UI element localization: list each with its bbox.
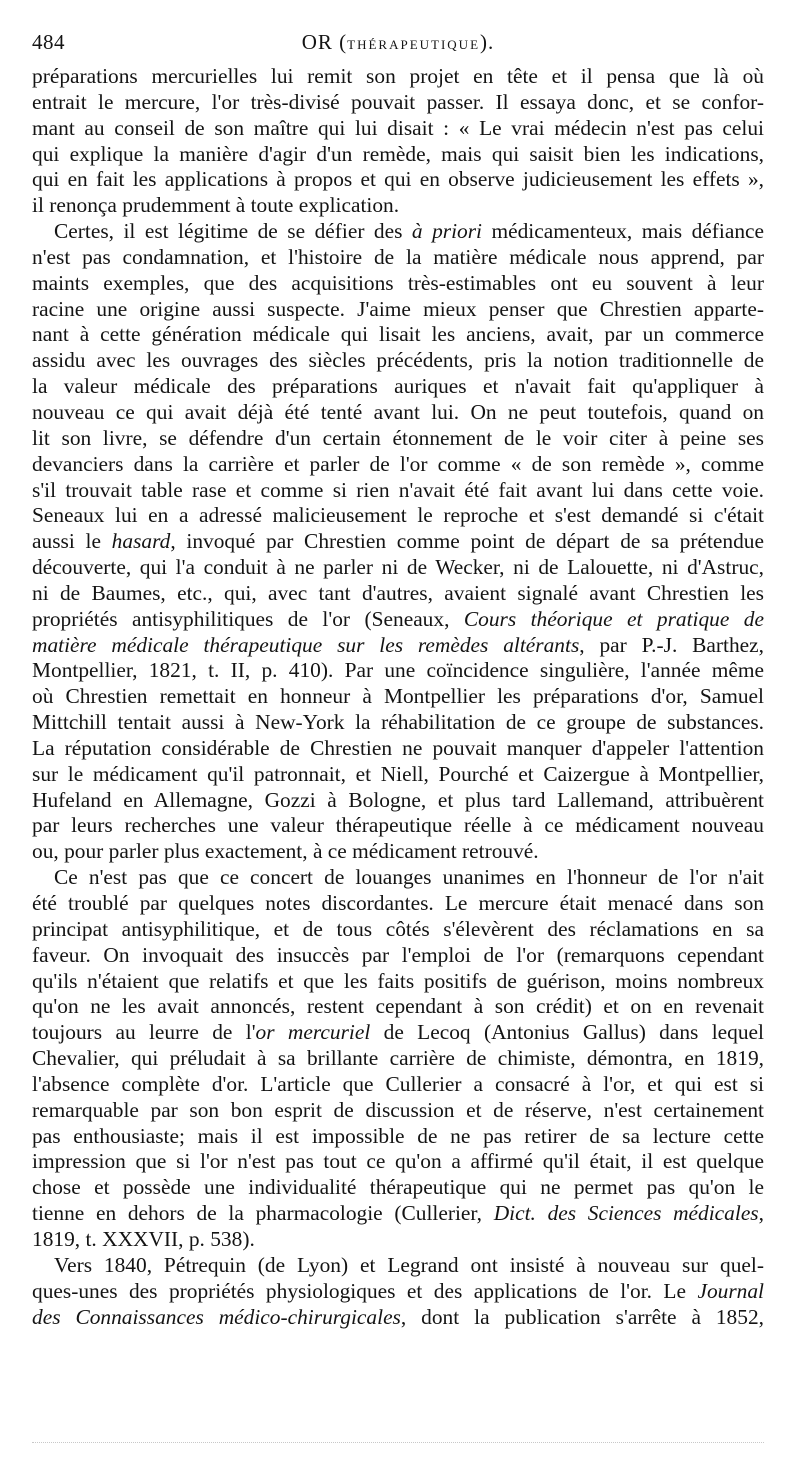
text-line: chose et possède une individualité thérapeutique qui ne permet pas qu'on le xyxy=(32,1175,764,1200)
text-line: faveur. On invoquait des insuccès par l'emploi de l'or (remarquons cependant xyxy=(32,942,764,967)
text-line: tienne en dehors de la pharmacologie (Cullerier, Dict. des Sciences médicales, xyxy=(32,1201,764,1226)
text-line: par leurs recherches une valeur thérapeutique réelle à ce médicament nouveau xyxy=(32,813,764,838)
bottom-rule xyxy=(32,1442,764,1443)
text-line: il renonça prudemment à toute explication. xyxy=(32,193,400,218)
text-line: matière médicale thérapeutique sur les remèdes altérants, par P.-J. Barthez, xyxy=(32,632,765,657)
text-line: propriétés antisyphilitiques de l'or (Seneaux, Cours théorique et pratique de xyxy=(32,606,764,631)
text-line: s'il trouvait table rase et comme si rien n'avait été fait avant lui dans cette voie. xyxy=(32,477,764,502)
text-line: assidu avec les ouvrages des siècles précédents, pris la notion traditionnelle de xyxy=(32,348,764,373)
text-line: sur le médicament qu'il patronnait, et Niell, Pourché et Caizergue à Montpellier, xyxy=(32,761,764,786)
text-line: où Chrestien remettait en honneur à Montpellier les préparations d'or, Samuel xyxy=(32,684,764,709)
text-line: 1819, t. XXXVII, p. 538). xyxy=(32,1226,255,1251)
text-line: ou, pour parler plus exactement, à ce médicament retrouvé. xyxy=(32,839,539,864)
text-line: l'absence complète d'or. L'article que Cullerier a consacré à l'or, et qui est si xyxy=(32,1071,764,1096)
text-line: impression que si l'or n'est pas tout ce qu'on a affirmé qu'il était, il est quelque xyxy=(32,1149,764,1174)
text-line: Ce n'est pas que ce concert de louanges unanimes en l'honneur de l'or n'ait xyxy=(54,865,764,890)
text-line: lit son livre, se défendre d'un certain étonnement de le voir citer à peine ses xyxy=(32,425,764,450)
text-line: été troublé par quelques notes discordantes. Le mercure était menacé dans son xyxy=(32,891,764,915)
text-line: Montpellier, 1821, t. II, p. 410). Par une coïncidence singulière, l'année même xyxy=(32,658,764,683)
paragraph xyxy=(32,865,764,1253)
running-title xyxy=(32,30,764,55)
text-line: Chevalier, qui préludait à sa brillante carrière de chimiste, démontra, en 1819, xyxy=(32,1046,764,1071)
running-head xyxy=(32,30,764,60)
text-line: devanciers dans la carrière et parler de l'or comme « de son remède », comme xyxy=(32,451,764,476)
text-line: entrait le mercure, l'or très-divisé pouvait passer. Il essaya donc, et se confor- xyxy=(32,89,764,114)
paragraph xyxy=(32,1253,764,1331)
text-line: principat antisyphilitique, et de tous côtés s'élevèrent des réclamations en sa xyxy=(32,916,764,941)
book-page xyxy=(32,30,764,1330)
paragraph xyxy=(32,64,764,219)
text-line: Vers 1840, Pétrequin (de Lyon) et Legrand ont insisté à nouveau sur quel- xyxy=(54,1252,764,1277)
text-line: qu'ils n'étaient que relatifs et que les faits positifs de guérison, moins nombreux xyxy=(32,968,764,993)
page-number: 484 xyxy=(32,30,65,54)
text-line: Seneaux lui en a adressé malicieusement le reproche et s'est demandé si c'était xyxy=(32,503,764,528)
text-line: Hufeland en Allemagne, Gozzi à Bologne, et plus tard Lallemand, attribuèrent xyxy=(32,787,764,812)
text-line: La réputation considérable de Chrestien ne pouvait manquer d'appeler l'attention xyxy=(32,735,764,760)
text-line: ques-unes des propriétés physiologiques et des applications de l'or. Le Journal xyxy=(32,1278,764,1303)
text-line: qui explique la manière d'agir d'un remède, mais qui saisit bien les indications, xyxy=(32,141,764,166)
body-text xyxy=(32,64,764,1330)
text-line: qui en fait les applications à propos et qui en observe judicieusement les effets », xyxy=(32,167,764,192)
text-line: mant au conseil de son maître qui lui disait : « Le vrai médecin n'est pas celui xyxy=(32,115,764,140)
text-line: racine une origine aussi suspecte. J'aime mieux penser que Chrestien apparte- xyxy=(32,296,764,321)
text-line: remarquable par son bon esprit de discussion et de réserve, n'est certainement xyxy=(32,1097,764,1122)
text-line: toujours au leurre de l'or mercuriel de Lecoq (Antonius Gallus) dans lequel xyxy=(32,1020,764,1045)
text-line: découverte, qui l'a conduit à ne parler ni de Wecker, ni de Lalouette, ni d'Astruc, xyxy=(32,555,764,580)
running-title-end: ). xyxy=(480,30,495,54)
text-line: n'est pas condamnation, et l'histoire de la matière médicale nous apprend, par xyxy=(32,244,764,269)
text-line: qu'on ne les avait annoncés, restent cependant à son crédit) et on en revenait xyxy=(32,994,764,1019)
text-line: ni de Baumes, etc., qui, avec tant d'autres, avaient signalé avant Chrestien les xyxy=(32,580,764,605)
text-line: aussi le hasard, invoqué par Chrestien comme point de départ de sa prétendue xyxy=(32,529,764,554)
text-line: la valeur médicale des préparations auriques et n'avait fait qu'appliquer à xyxy=(32,374,764,399)
text-line: pas enthousiaste; mais il est impossible de ne pas retirer de sa lecture cette xyxy=(32,1123,764,1148)
text-line: maints exemples, que des acquisitions très-estimables ont eu souvent à leur xyxy=(32,270,764,295)
text-line: des Connaissances médico-chirurgicales, dont la publication s'arrête à 1852, xyxy=(32,1304,764,1329)
running-title-main: OR ( xyxy=(301,30,348,54)
text-line: nouveau ce qui avait déjà été tenté avant lui. On ne peut toutefois, quand on xyxy=(32,399,764,424)
text-line: Certes, il est légitime de se défier des à priori médicamenteux, mais défiance xyxy=(54,219,765,244)
running-title-smallcaps: THÉRAPEUTIQUE xyxy=(347,37,481,52)
paragraph xyxy=(32,219,764,865)
text-line: Mittchill tentait aussi à New-York la réhabilitation de ce groupe de substances. xyxy=(32,710,764,735)
text-line: préparations mercurielles lui remit son projet en tête et il pensa que là où xyxy=(32,64,764,88)
text-line: nant à cette génération médicale qui lisait les anciens, avait, par un commerce xyxy=(32,322,764,347)
